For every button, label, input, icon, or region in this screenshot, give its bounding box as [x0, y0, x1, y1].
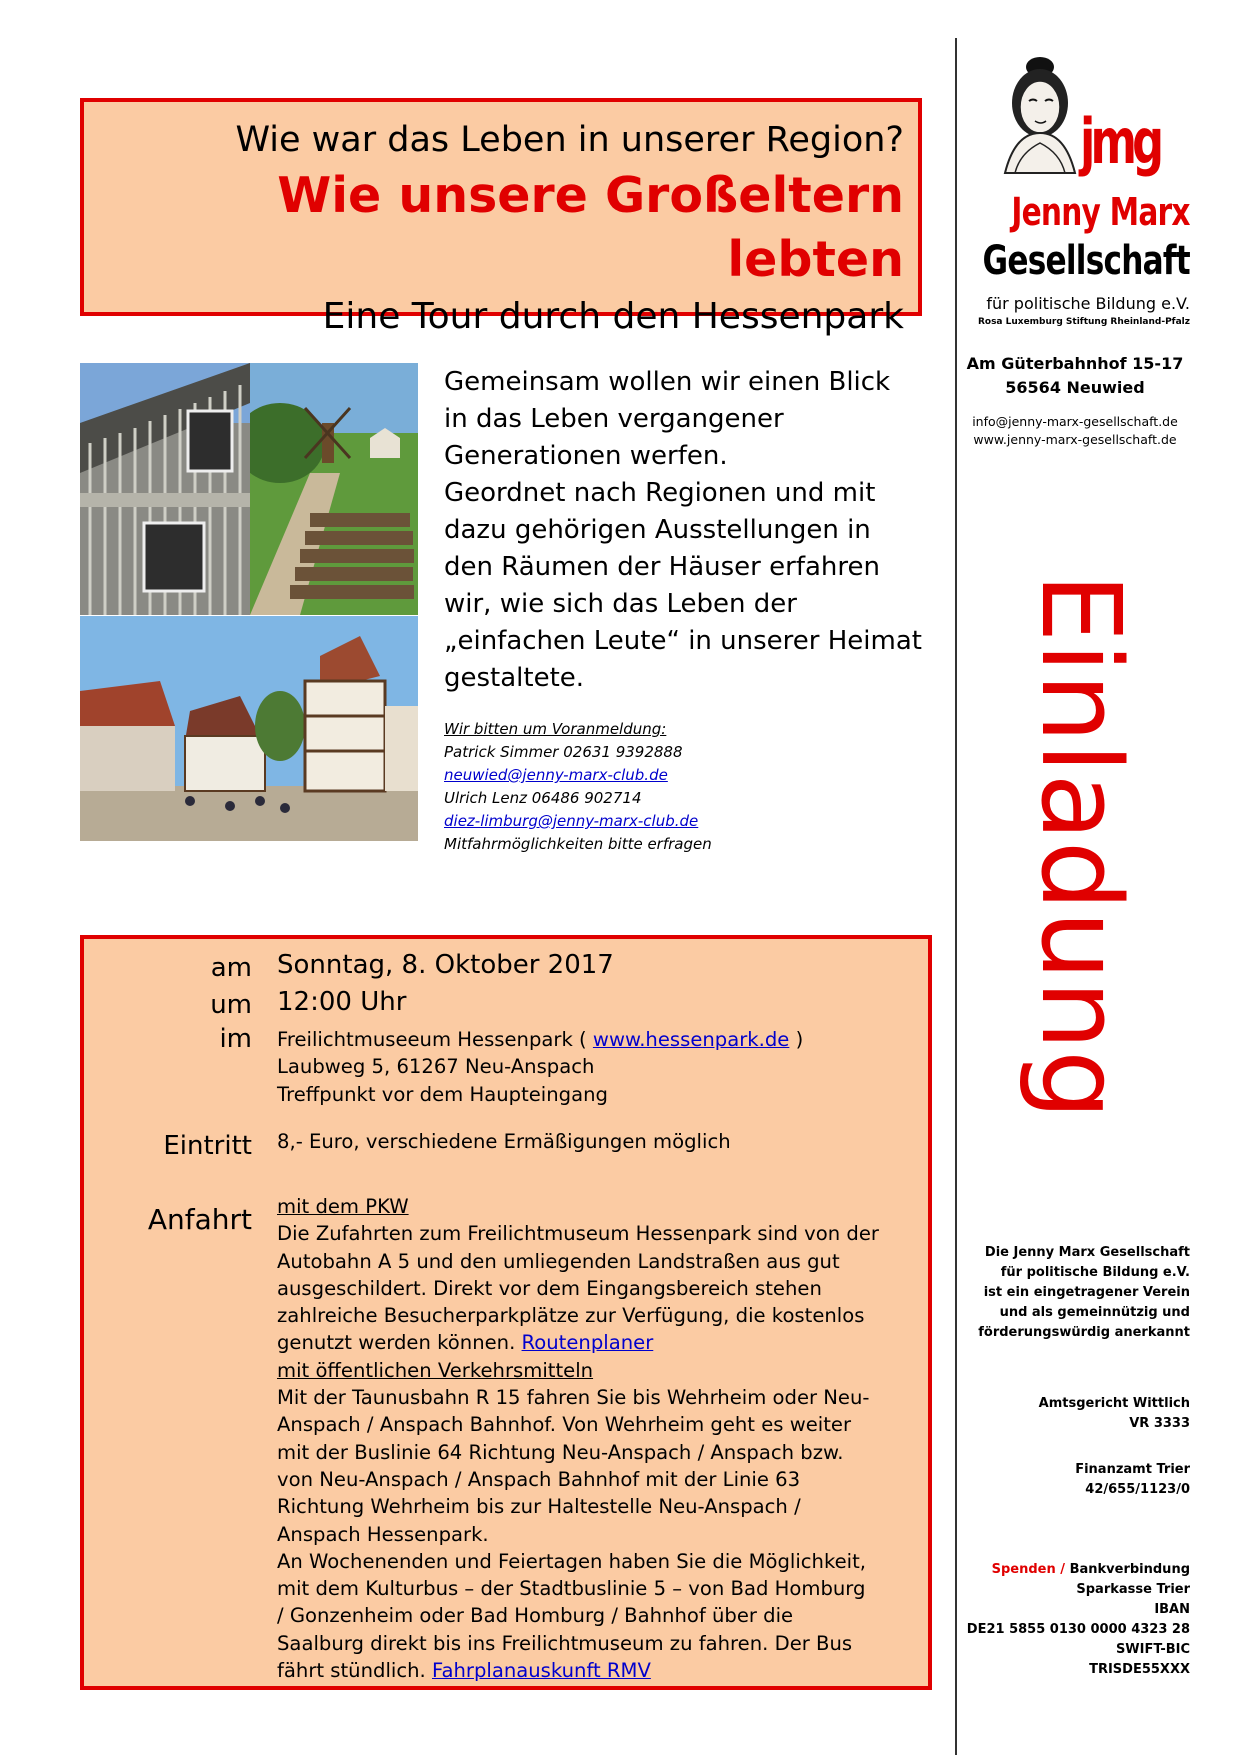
intro-text — [444, 364, 964, 697]
tax-number: 42/655/1123/0 — [1085, 1482, 1190, 1497]
donations-label: Spenden / — [991, 1562, 1066, 1577]
email-link-diez-limburg[interactable]: diez-limburg@jenny-marx-club.de — [444, 812, 699, 830]
intro-line: Gemeinsam wollen wir einen Blick — [444, 367, 891, 397]
tax-office-name: Finanzamt Trier — [1075, 1462, 1190, 1477]
meeting-point: Treffpunkt vor dem Haupteingang — [277, 1082, 608, 1106]
org-name-2: Gesellschaft — [982, 238, 1190, 284]
transit-line: An Wochenenden und Feiertagen haben Sie die Möglichkeit, — [277, 1549, 867, 1573]
association-line: für politische Bildung e.V. — [1000, 1265, 1190, 1280]
invitation-title — [1008, 573, 1153, 1120]
association-line: und als gemeinnützig und — [999, 1305, 1190, 1320]
car-line: zahlreiche Besucherparkplätze zur Verfügung, die kostenlos — [277, 1304, 865, 1328]
intro-line: wir, wie sich das Leben der — [444, 589, 797, 619]
association-note — [978, 1243, 1190, 1343]
org-address — [960, 352, 1190, 400]
routenplaner-link[interactable]: Routenplaner — [521, 1331, 654, 1355]
court-name: Amtsgericht Wittlich — [1038, 1396, 1190, 1411]
label-im: im — [219, 1024, 252, 1054]
title-sub: Eine Tour durch den Hessenpark — [322, 296, 904, 337]
intro-line: den Räumen der Häuser erfahren — [444, 552, 880, 582]
transit-line: mit dem Kulturbus – der Stadtbuslinie 5 – von Bad Homburg — [277, 1577, 866, 1601]
photo-windmill-path — [250, 363, 418, 615]
address-street: Am Güterbahnhof 15-17 — [966, 354, 1184, 373]
address-city: 56564 Neuwied — [1005, 378, 1145, 397]
intro-line: „einfachen Leute“ in unserer Heimat — [444, 626, 922, 656]
register-number: VR 3333 — [1129, 1416, 1190, 1431]
registration-heading: Wir bitten um Voranmeldung: — [444, 720, 667, 738]
title-main: Wie unsere Großeltern lebten — [277, 167, 904, 288]
transit-line: / Gonzenheim oder Bad Homburg / Bahnhof über die — [277, 1604, 794, 1628]
association-line: ist ein eingetragener Verein — [983, 1285, 1190, 1300]
org-contact — [960, 413, 1190, 449]
transit-line: Richtung Wehrheim bis zur Haltestelle Neu-Anspach / — [277, 1495, 801, 1519]
intro-line: Geordnet nach Regionen und mit — [444, 478, 876, 508]
transit-heading: mit öffentlichen Verkehrsmitteln — [277, 1358, 594, 1382]
car-line: Autobahn A 5 und den umliegenden Landstraßen aus gut — [277, 1249, 840, 1273]
carpool-note: Mitfahrmöglichkeiten bitte erfragen — [444, 835, 712, 853]
bic-label: SWIFT-BIC — [1115, 1642, 1190, 1657]
invitation-word: Einladung — [1017, 573, 1145, 1120]
transit-line: mit der Buslinie 64 Richtung Neu-Anspach / Anspach bzw. — [277, 1440, 844, 1464]
title-question: Wie war das Leben in unserer Region? — [235, 120, 904, 160]
bank-details — [967, 1560, 1190, 1680]
logo-letters: jmg — [1080, 105, 1160, 178]
transit-line: Saalburg direkt bis ins Freilichtmuseum zu fahren. Der Bus — [277, 1631, 853, 1655]
org-subtitle: für politische Bildung e.V. — [986, 294, 1190, 313]
association-line: förderungswürdig anerkannt — [978, 1325, 1190, 1340]
bank-name: Sparkasse Trier — [1076, 1582, 1190, 1597]
hessenpark-link[interactable]: www.hessenpark.de — [592, 1028, 790, 1051]
contact-person-1: Patrick Simmer 02631 9392888 — [444, 743, 683, 761]
association-line: Die Jenny Marx Gesellschaft — [984, 1245, 1190, 1260]
intro-line: in das Leben vergangener — [444, 404, 784, 434]
photo-timber-house — [80, 363, 250, 615]
intro-line: gestaltete. — [444, 663, 585, 693]
transit-line: Mit der Taunusbahn R 15 fahren Sie bis Wehrheim oder Neu- — [277, 1386, 870, 1410]
bic-value: TRISDE55XXX — [1089, 1662, 1190, 1677]
court-register — [1039, 1394, 1190, 1434]
org-name-1: Jenny Marx — [1011, 190, 1190, 234]
event-labels — [80, 935, 252, 1675]
iban-label: IBAN — [1154, 1602, 1190, 1617]
directions-text — [277, 1193, 917, 1684]
car-line: genutzt werden können. — [277, 1331, 516, 1355]
org-email[interactable]: info@jenny-marx-gesellschaft.de — [972, 414, 1178, 429]
event-date: Sonntag, 8. Oktober 2017 — [277, 950, 614, 980]
location-name: Freilichtmuseeum Hessenpark ( — [277, 1028, 587, 1051]
intro-line: dazu gehörigen Ausstellungen in — [444, 515, 871, 545]
label-anfahrt: Anfahrt — [147, 1203, 252, 1236]
label-am: am — [210, 953, 252, 983]
location-address: Laubweg 5, 61267 Neu-Anspach — [277, 1055, 595, 1079]
label-um: um — [210, 990, 252, 1020]
event-time: 12:00 Uhr — [277, 987, 407, 1017]
contact-person-2: Ulrich Lenz 06486 902714 — [444, 789, 642, 807]
bank-heading: Bankverbindung — [1069, 1562, 1190, 1577]
label-eintritt: Eintritt — [163, 1131, 252, 1161]
transit-line: fährt stündlich. — [277, 1659, 426, 1683]
location-paren: ) — [795, 1028, 804, 1051]
car-line: Die Zufahrten zum Freilichtmuseum Hessenpark sind von der — [277, 1222, 879, 1246]
photo-village-square — [80, 616, 418, 841]
transit-line: Anspach / Anspach Bahnhof. Von Wehrheim geht es weiter — [277, 1413, 852, 1437]
org-website[interactable]: www.jenny-marx-gesellschaft.de — [973, 432, 1177, 447]
transit-line: Anspach Hessenpark. — [277, 1522, 489, 1546]
fahrplan-link[interactable]: Fahrplanauskunft RMV — [432, 1659, 651, 1683]
org-foundation: Rosa Luxemburg Stiftung Rheinland-Pfalz — [977, 317, 1190, 327]
title-box — [80, 98, 922, 337]
email-link-neuwied[interactable]: neuwied@jenny-marx-club.de — [444, 766, 668, 784]
event-location — [277, 1026, 917, 1108]
tax-office — [1075, 1460, 1190, 1500]
intro-line: Generationen werfen. — [444, 441, 728, 471]
car-heading: mit dem PKW — [277, 1195, 409, 1218]
car-line: ausgeschildert. Direkt vor dem Eingangsbereich stehen — [277, 1276, 822, 1300]
registration-contact — [444, 718, 864, 856]
iban-value: DE21 5855 0130 0000 4323 28 — [966, 1622, 1190, 1637]
column-divider — [955, 38, 957, 1755]
transit-line: von Neu-Anspach / Anspach Bahnhof mit der Linie 63 — [277, 1467, 801, 1491]
admission-info: 8,- Euro, verschiedene Ermäßigungen möglich — [277, 1130, 731, 1153]
